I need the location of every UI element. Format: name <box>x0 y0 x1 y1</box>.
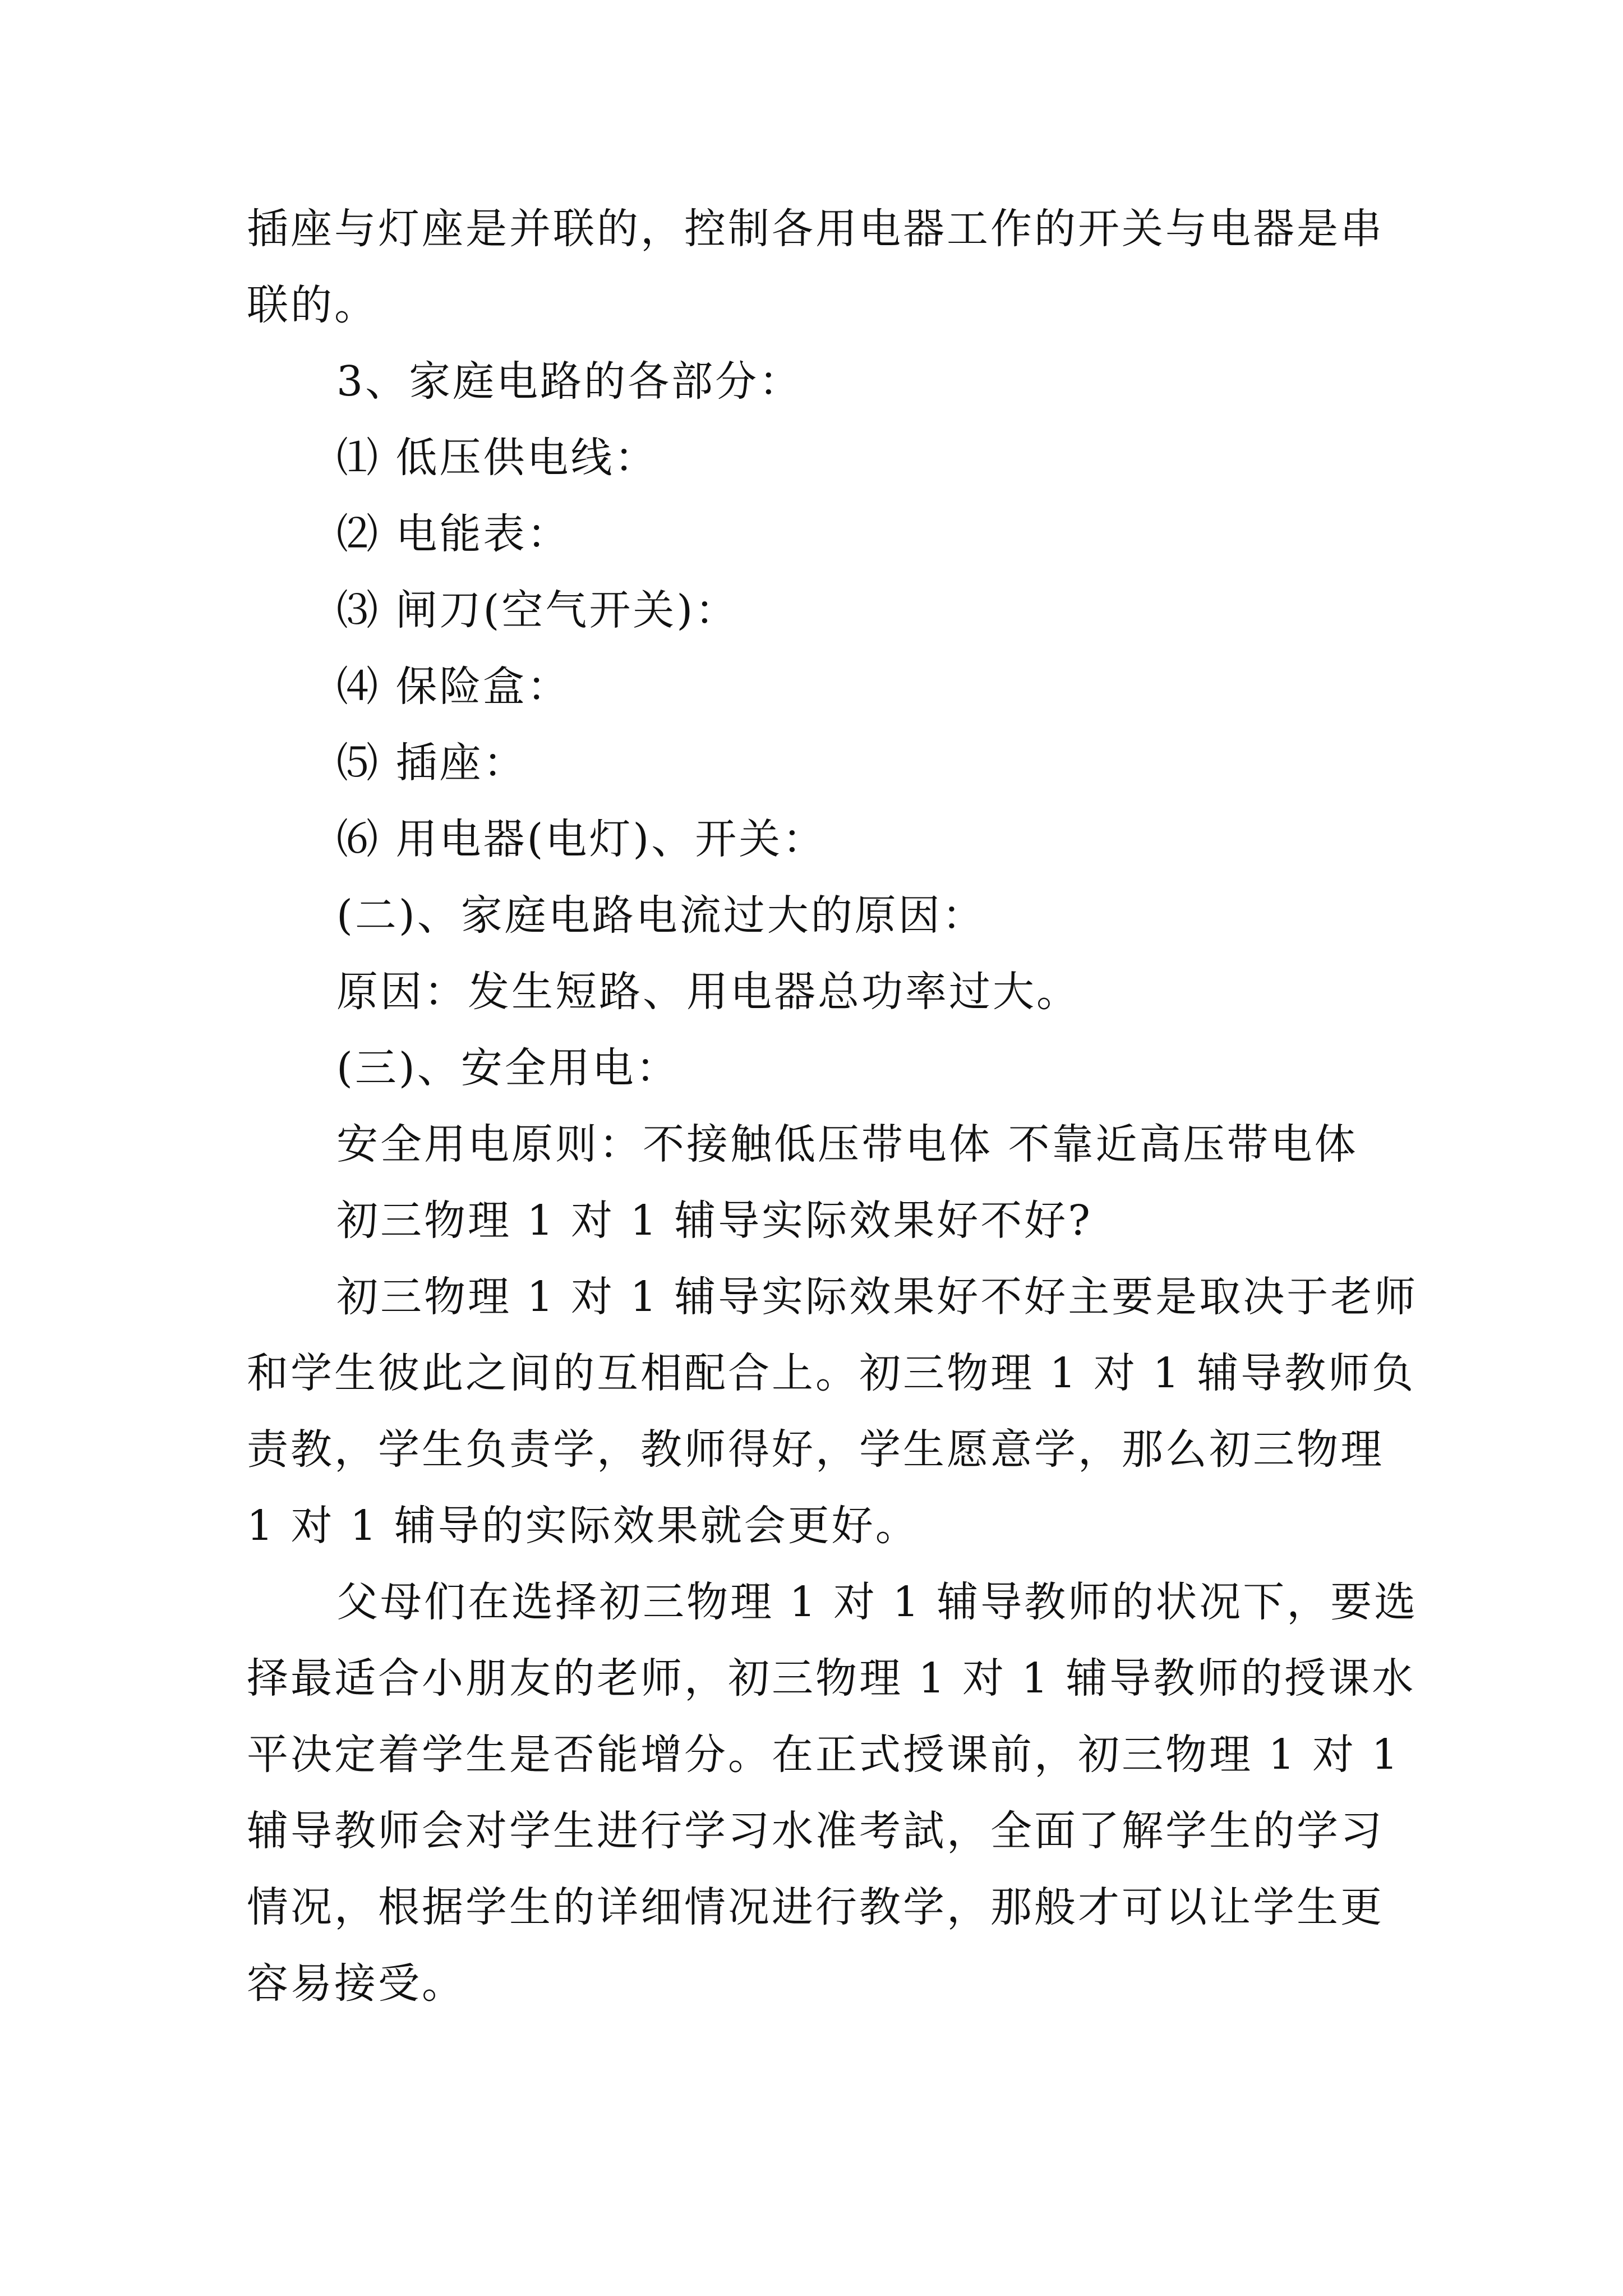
paragraph-line: 容易接受。 <box>247 1959 465 2008</box>
text-line: 插座与灯座是并联的，控制各用电器工作的开关与电器是串 <box>247 205 1384 253</box>
list-item: ⑸ 插座： <box>336 739 527 787</box>
list-item: ⑷ 保险盒： <box>336 662 571 711</box>
text-line: 安全用电原则：不接触低压带电体 不靠近高压带电体 <box>336 1120 1358 1168</box>
paragraph-line: 平决定着学生是否能增分。在正式授课前，初三物理 1 对 1 <box>247 1731 1400 1779</box>
list-item: ⑹ 用电器(电灯)、开关： <box>336 815 827 863</box>
question-heading: 初三物理 1 对 1 辅导实际效果好不好? <box>336 1197 1092 1245</box>
section-heading: 3、家庭电路的各部分： <box>336 357 803 406</box>
paragraph-line: 情况，根据学生的详细情况进行教学，那般才可以让学生更 <box>247 1883 1384 1931</box>
list-item: ⑵ 电能表： <box>336 510 571 558</box>
paragraph-line: 1 对 1 辅导的实际效果就会更好。 <box>247 1502 919 1550</box>
paragraph-line: 初三物理 1 对 1 辅导实际效果好不好主要是取决于老师 <box>336 1273 1418 1321</box>
section-heading: (三)、安全用电： <box>336 1044 680 1092</box>
text-line: 原因：发生短路、用电器总功率过大。 <box>336 968 1080 1016</box>
list-item: ⑴ 低压供电线： <box>336 434 658 482</box>
paragraph-line: 辅导教师会对学生进行学习水准考試，全面了解学生的学习 <box>247 1807 1384 1855</box>
list-item: ⑶ 闸刀(空气开关)： <box>336 586 739 634</box>
paragraph-line: 和学生彼此之间的互相配合上。初三物理 1 对 1 辅导教师负 <box>247 1349 1416 1397</box>
paragraph-line: 父母们在选择初三物理 1 对 1 辅导教师的状况下，要选 <box>336 1578 1418 1626</box>
document-body <box>247 191 1418 2022</box>
paragraph-line: 责教，学生负责学，教师得好，学生愿意学，那么初三物理 <box>247 1425 1384 1474</box>
text-line: 联的。 <box>247 281 378 329</box>
paragraph-line: 择最适合小朋友的老师，初三物理 1 对 1 辅导教师的授课水 <box>247 1654 1416 1703</box>
section-heading: (二)、家庭电路电流过大的原因： <box>336 891 986 940</box>
